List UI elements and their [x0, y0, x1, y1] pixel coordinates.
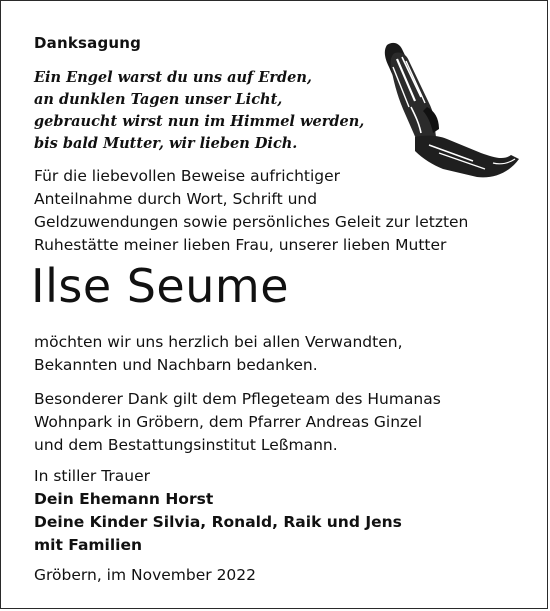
verse-line: Ein Engel warst du uns auf Erden,	[34, 69, 312, 86]
heading: Danksagung	[34, 34, 142, 52]
thanks-text	[34, 331, 403, 377]
special-thanks-line: Besonderer Dank gilt dem Pflegeteam des Humanas	[34, 390, 441, 408]
signoff	[34, 465, 402, 557]
verse-line: gebraucht wirst nun im Himmel werden,	[34, 113, 365, 130]
special-thanks-text	[34, 388, 441, 457]
intro-text	[34, 165, 468, 257]
signoff-line: Deine Kinder Silvia, Ronald, Raik und Jens	[34, 513, 402, 531]
signoff-intro: In stiller Trauer	[34, 467, 151, 485]
place-date: Gröbern, im November 2022	[34, 566, 257, 584]
intro-line: Für die liebevollen Beweise aufrichtiger	[34, 167, 341, 185]
verse	[34, 67, 394, 155]
verse-line: an dunklen Tagen unser Licht,	[34, 91, 283, 108]
verse-line: bis bald Mutter, wir lieben Dich.	[34, 135, 298, 152]
thanks-line: Bekannten und Nachbarn bedanken.	[34, 356, 318, 374]
special-thanks-line: Wohnpark in Gröbern, dem Pfarrer Andreas Ginzel	[34, 413, 423, 431]
special-thanks-line: und dem Bestattungsinstitut Leßmann.	[34, 436, 338, 454]
intro-line: Anteilnahme durch Wort, Schrift und	[34, 190, 318, 208]
intro-line: Geldzuwendungen sowie persönliches Geleit zur letzten	[34, 213, 469, 231]
deceased-name: Ilse Seume	[31, 259, 289, 313]
intro-line: Ruhestätte meiner lieben Frau, unserer lieben Mutter	[34, 236, 447, 254]
signoff-line: mit Familien	[34, 536, 143, 554]
thanks-line: möchten wir uns herzlich bei allen Verwandten,	[34, 333, 403, 351]
signoff-line: Dein Ehemann Horst	[34, 490, 214, 508]
